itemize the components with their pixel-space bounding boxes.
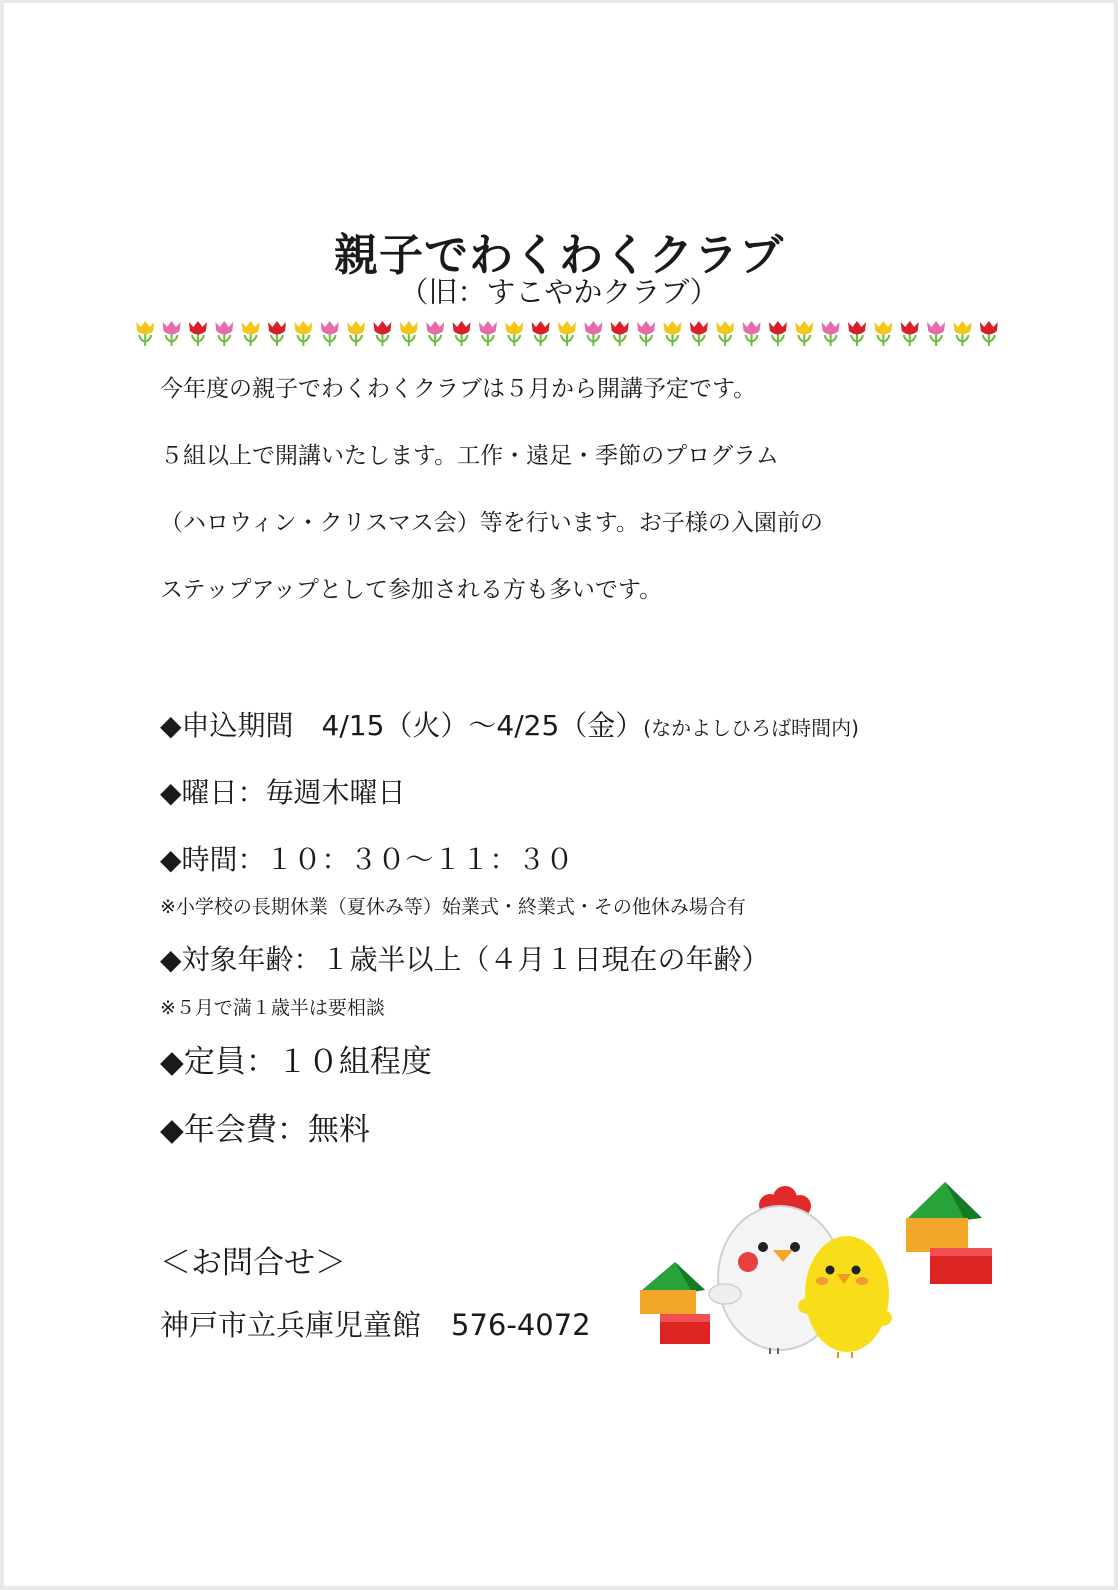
tulip-icon — [268, 321, 286, 346]
page-title: 親子でわくわくクラブ — [334, 230, 784, 282]
contact-line — [160, 1303, 591, 1344]
tulip-icon — [242, 321, 260, 346]
tulip-icon — [637, 321, 655, 346]
tulip-icon — [848, 321, 866, 346]
tulip-icon — [716, 321, 734, 346]
tulip-icon — [874, 321, 892, 346]
tulip-icon — [532, 321, 550, 346]
tulip-icon — [663, 321, 681, 346]
application-period-label: ◆申込期間 4/15（火）～4/25（金） — [160, 709, 644, 742]
tulip-icon — [479, 321, 497, 346]
tulip-icon — [400, 321, 418, 346]
tulip-icon — [795, 321, 813, 346]
tulip-icon — [584, 321, 602, 346]
tulip-icon — [505, 321, 523, 346]
tulip-icon — [769, 321, 787, 346]
fee-info: ◆年会費：無料 — [160, 1112, 370, 1148]
tulip-icon — [743, 321, 761, 346]
building-blocks-icon — [640, 1262, 710, 1344]
tulip-icon — [453, 321, 471, 346]
capacity-info: ◆定員：１０組程度 — [160, 1044, 432, 1080]
tulip-icon — [690, 321, 708, 346]
tulip-icon — [426, 321, 444, 346]
tulip-icon — [980, 321, 998, 346]
time-note: ※小学校の長期休業（夏休み等）始業式・終業式・その他休み場合有 — [160, 896, 746, 918]
tulip-icon — [215, 321, 233, 346]
intro-line-4: ステップアップとして参加される方も多いです。 — [160, 577, 663, 603]
page-subtitle: （旧：すこやかクラブ） — [399, 275, 719, 309]
contact-organization: 神戸市立兵庫児童館 — [160, 1308, 422, 1342]
tulip-icon — [558, 321, 576, 346]
tulip-icon — [373, 321, 391, 346]
contact-heading: ＜お問合せ＞ — [160, 1245, 346, 1281]
tulip-icon — [163, 321, 181, 346]
tulip-border — [132, 318, 1002, 350]
age-note: ※５月で満１歳半は要相談 — [160, 997, 385, 1019]
tulip-icon — [822, 321, 840, 346]
chicken-illustration — [630, 1170, 1000, 1370]
intro-line-1: 今年度の親子でわくわくクラブは５月から開講予定です。 — [160, 376, 757, 402]
tulip-icon — [611, 321, 629, 346]
age-info: ◆対象年齢：１歳半以上（４月１日現在の年齢） — [160, 943, 770, 976]
contact-phone: 576-4072 — [451, 1308, 591, 1342]
building-blocks-icon — [906, 1182, 992, 1284]
tulip-icon — [347, 321, 365, 346]
tulip-icon — [136, 321, 154, 346]
time-info: ◆時間：１０：３０～１１：３０ — [160, 843, 574, 876]
day-info: ◆曜日：毎週木曜日 — [160, 776, 406, 809]
intro-line-3: （ハロウィン・クリスマス会）等を行います。お子様の入園前の — [160, 510, 823, 536]
tulip-icon — [927, 321, 945, 346]
tulip-icon — [901, 321, 919, 346]
application-period-note: (なかよしひろば時間内) — [643, 716, 859, 740]
application-period — [160, 704, 859, 744]
tulip-icon — [953, 321, 971, 346]
intro-line-2: ５組以上で開講いたします。工作・遠足・季節のプログラム — [160, 443, 779, 469]
tulip-icon — [321, 321, 339, 346]
tulip-icon — [189, 321, 207, 346]
tulip-icon — [294, 321, 312, 346]
